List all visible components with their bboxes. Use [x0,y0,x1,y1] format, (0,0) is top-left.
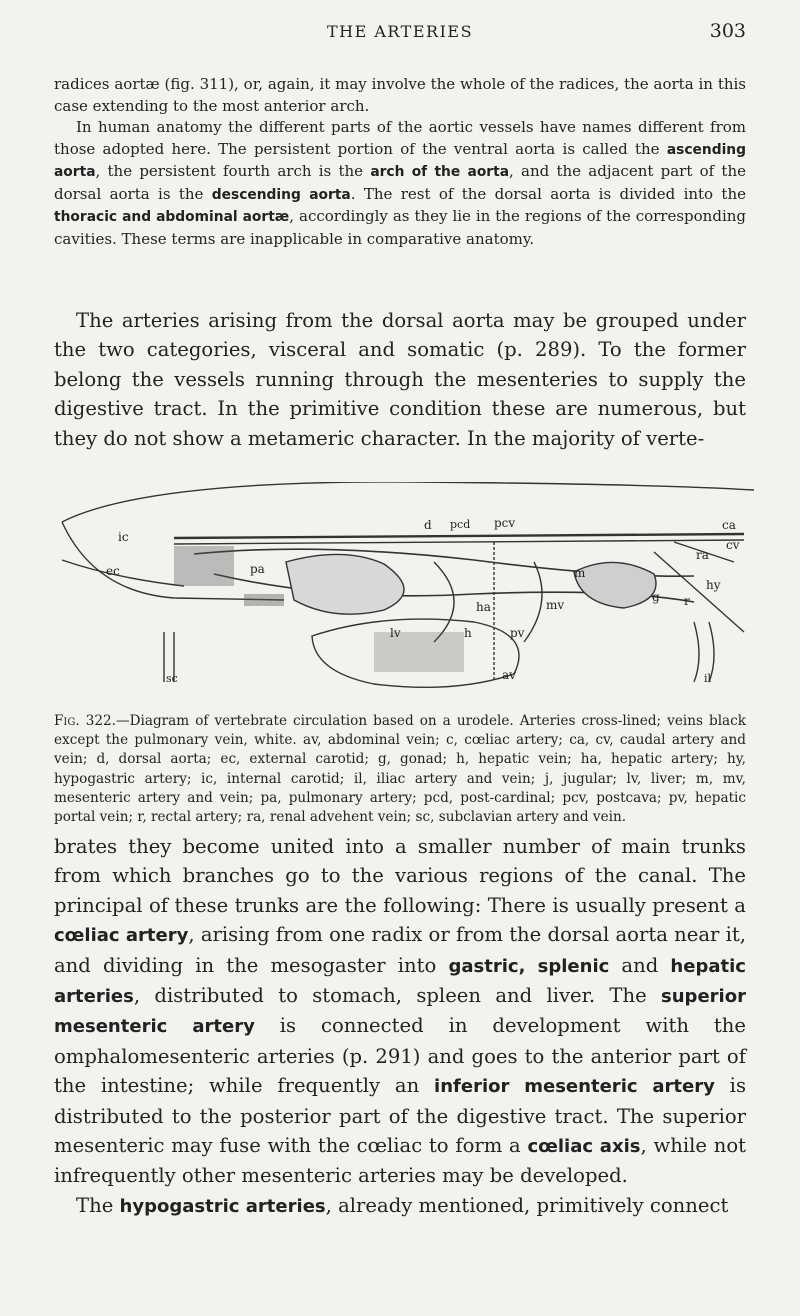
figure-label-ca: ca [722,518,736,532]
paragraph-arteries-grouping: The arteries arising from the dorsal aorta may be grouped under the two categories, visceral and somatic (p. 289). To the former belong the vessels running through the mesenteries to supply the digestive tract. In the primitive condition these are numerous, but they do not show a metameric character. In the majority of verte- [54,309,746,450]
figure-label-pcd: pcd [450,518,471,531]
figure-label-hy: hy [706,578,721,592]
term-inferior-mesenteric: inferior mesenteric artery [434,1076,715,1098]
running-head [54,16,746,46]
bottom-text-block [54,832,746,1221]
term-coeliac-artery: cœliac artery [54,925,189,947]
circulation-diagram [54,482,754,692]
figure-label-pv: pv [510,626,525,640]
figure-label-ec: ec [106,564,120,578]
figure-label-mv: mv [546,598,565,612]
figure-label-g: g [652,590,660,604]
term-hypogastric-arteries: hypogastric arteries [119,1195,326,1217]
figure-label-il: il [704,672,712,685]
figure-caption [54,712,746,827]
paragraph-main-trunks: brates they become united into a smaller number of main trunks from which branches go to the various regions of the canal. The principal of these trunks are the following: There is usually present a cœliac artery, arising from one radix or from the dorsal aorta near it, and dividing in the mesogaster into gastric, splenic and hepatic arteries, distributed to stomach, spleen and liver. The superior mesenteric artery is connected in development with the omphalomesenteric arteries (p. 291) and goes to the anterior part of the intestine; while frequently an inferior mesenteric artery is distributed to the posterior part of the digestive tract. The superior mesenteric may fuse with the cœliac to form a cœliac axis, while not infrequently other mesenteric arteries may be developed. [54,835,746,1188]
figure-label-cv: cv [726,538,740,552]
page-number: 303 [709,20,746,42]
paragraph-continuation: radices aortæ (fig. 311), or, again, it may involve the whole of the radices, the aorta in this case extending to the most anterior arch. [54,75,746,115]
caption-text: —Diagram of vertebrate circulation based on a urodele. Arteries cross-lined; veins black except the pulmonary vein, white. av, abdominal vein; c, cœliac artery; ca, cv, caudal artery and vein; d, dorsal aorta; ec, external carotid; g, gonad; h, hepatic vein; ha, hepatic artery; hy, hypogastric artery; ic, internal carotid; il, iliac artery and vein; j, jugular; lv, liver; m, mv, mesenteric artery and vein; pa, pulmonary artery; pcd, post-cardinal; pcv, postcava; pv, hepatic portal vein; r, rectal artery; ra, renal advehent vein; sc, subclavian artery and vein. [54,713,747,826]
term-coeliac-axis: cœliac axis [527,1136,641,1158]
figure-label-sc: sc [166,672,178,685]
term-gastric-splenic: gastric, splenic [448,955,610,977]
figure-number: Fig. 322. [54,713,117,729]
paragraph-hypogastric: The hypogastric arteries, already mentioned, primitively connect [76,1193,729,1217]
running-title: THE ARTERIES [326,22,474,41]
top-text-block [54,74,746,250]
term-arch-of-aorta: arch of the aorta [370,164,510,180]
term-hepatic-arteries: hepatic arteries [54,955,746,1008]
figure-label-pcv: pcv [494,516,516,530]
figure-label-m: m [574,566,586,580]
figure-label-av: av [502,668,516,682]
figure-label-d: d [424,518,432,532]
figure-label-ra: ra [696,548,709,562]
term-superior-mesenteric: superior mesenteric artery [54,986,746,1038]
term-ascending-aorta: ascending aorta [54,141,746,180]
figure-label-ha: ha [476,600,491,614]
figure-label-h: h [464,626,472,640]
paragraph-human-anatomy: In human anatomy the different parts of the aortic vessels have names different from those adopted here. The persistent portion of the ventral aorta is called the ascending aorta, the persistent fourth arch is the arch of the aorta, and the adjacent part of the dorsal aorta is the descending aorta. The rest of the dorsal aorta is divided into the thoracic and abdominal aortæ, accordingly as they lie in the regions of the corresponding cavities. These terms are inapplicable in comparative anatomy. [54,118,747,248]
figure-label-r: r [684,594,690,608]
diagram-svg [54,482,754,692]
term-thoracic-abdominal: thoracic and abdominal aortæ [54,209,290,225]
figure-label-ic: ic [118,530,129,544]
figure-label-pa: pa [250,562,265,576]
figure-label-lv: lv [390,626,401,640]
term-descending-aorta: descending aorta [211,186,351,203]
